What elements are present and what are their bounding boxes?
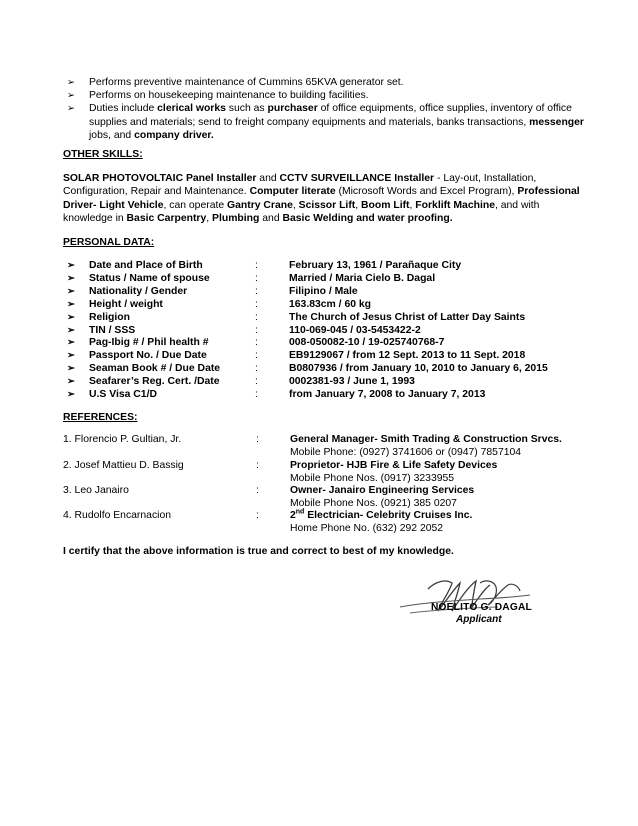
personal-data-value: February 13, 1961 / Parañaque City bbox=[289, 260, 462, 271]
reference-phone: Mobile Phone: (0927) 3741606 or (0947) 7857104 bbox=[290, 446, 522, 458]
skill-emphasis: Gantry Crane bbox=[227, 199, 293, 211]
personal-data-label: TIN / SSS bbox=[89, 324, 136, 336]
duty-text-emphasis: purchaser bbox=[267, 103, 318, 115]
skill-text: , bbox=[292, 199, 299, 211]
arrow-bullet-icon: ➢ bbox=[67, 103, 75, 115]
reference-phone: Home Phone No. (632) 292 2052 bbox=[290, 522, 444, 534]
skill-emphasis: CCTV SURVEILLANCE Installer bbox=[279, 173, 435, 184]
personal-data-colon: : bbox=[255, 311, 258, 323]
skill-text: - Lay-out, Installation, Configuration, Repair and Maintenance. bbox=[63, 173, 537, 198]
personal-data-colon: : bbox=[255, 350, 258, 362]
reference-title-ordinal: 2 bbox=[290, 510, 296, 521]
reference-name: 2. Josef Mattieu D. Bassig bbox=[63, 460, 184, 471]
other-skills-paragraph bbox=[63, 172, 583, 225]
arrow-bullet-icon: ➢ bbox=[67, 272, 75, 284]
references-heading: REFERENCES: bbox=[63, 412, 138, 423]
arrow-bullet-icon: ➢ bbox=[67, 311, 75, 323]
personal-data-label: Seafarer’s Reg. Cert. /Date bbox=[89, 376, 220, 388]
reference-name: 3. Leo Janairo bbox=[63, 485, 129, 496]
skill-emphasis: Basic Welding and water proofing. bbox=[282, 212, 453, 224]
duties-list bbox=[67, 76, 587, 142]
personal-data-value: from January 7, 2008 to January 7, 2013 bbox=[289, 389, 486, 400]
personal-data-colon: : bbox=[255, 389, 258, 400]
personal-data-label: Date and Place of Birth bbox=[89, 260, 203, 271]
reference-title: General Manager- Smith Trading & Construction Srvcs. bbox=[290, 434, 562, 445]
duty-item-3 bbox=[67, 102, 587, 142]
skill-text: , bbox=[409, 199, 416, 211]
arrow-bullet-icon: ➢ bbox=[67, 337, 75, 349]
reference-phone: Mobile Phone Nos. (0921) 385 0207 bbox=[290, 497, 457, 509]
reference-title: Owner- Janairo Engineering Services bbox=[290, 485, 475, 496]
personal-data-label: Status / Name of spouse bbox=[89, 272, 210, 284]
skill-text: and bbox=[259, 212, 283, 224]
reference-detail bbox=[290, 460, 497, 485]
skill-text: and bbox=[256, 173, 280, 184]
reference-name: 4. Rudolfo Encarnacion bbox=[63, 510, 172, 521]
reference-phone: Mobile Phone Nos. (0917) 3233955 bbox=[290, 472, 455, 484]
personal-data-colon: : bbox=[255, 337, 258, 349]
personal-data-value: Filipino / Male bbox=[289, 285, 358, 297]
personal-data-colon: : bbox=[255, 285, 258, 297]
duty-text-segment: such as bbox=[225, 103, 268, 115]
personal-data-value: 008-050082-10 / 19-025740768-7 bbox=[289, 337, 445, 349]
personal-data-value: EB9129067 / from 12 Sept. 2013 to 11 Sept. 2018 bbox=[289, 350, 526, 362]
skill-emphasis: SOLAR PHOTOVOLTAIC Panel Installer bbox=[63, 173, 257, 184]
reference-detail bbox=[290, 434, 562, 459]
personal-data-label: Religion bbox=[89, 311, 130, 323]
duty-text: Performs preventive maintenance of Cummins 65KVA generator set. bbox=[89, 77, 404, 88]
arrow-bullet-icon: ➢ bbox=[67, 77, 75, 88]
reference-colon: : bbox=[256, 460, 259, 471]
other-skills-heading: OTHER SKILLS: bbox=[63, 149, 143, 160]
personal-data-label: Seaman Book # / Due Date bbox=[89, 363, 221, 375]
duty-text: Performs on housekeeping maintenance to building facilities. bbox=[89, 90, 369, 102]
duty-text-segment: Duties include bbox=[89, 103, 158, 115]
arrow-bullet-icon: ➢ bbox=[67, 298, 75, 310]
personal-data-value: 110-069-045 / 03-5453422-2 bbox=[289, 324, 421, 336]
reference-detail bbox=[290, 485, 474, 510]
duty-text-emphasis: messenger bbox=[529, 116, 584, 128]
personal-data-label: Passport No. / Due Date bbox=[89, 350, 207, 362]
personal-data-colon: : bbox=[255, 298, 258, 310]
arrow-bullet-icon: ➢ bbox=[67, 285, 75, 297]
personal-data-colon: : bbox=[255, 376, 258, 388]
personal-data-heading: PERSONAL DATA: bbox=[63, 237, 155, 248]
personal-data-value: B0807936 / from January 10, 2010 to January 6, 2015 bbox=[289, 363, 548, 375]
personal-data-colon: : bbox=[255, 260, 258, 271]
personal-data-label: Height / weight bbox=[89, 298, 163, 310]
arrow-bullet-icon: ➢ bbox=[67, 260, 75, 271]
reference-title bbox=[290, 510, 472, 523]
reference-colon: : bbox=[256, 434, 259, 445]
skill-emphasis: Professional Driver- Light Vehicle bbox=[63, 186, 580, 211]
reference-name: 1. Florencio P. Gultian, Jr. bbox=[63, 434, 182, 445]
personal-data-colon: : bbox=[255, 272, 258, 284]
arrow-bullet-icon: ➢ bbox=[67, 350, 75, 362]
arrow-bullet-icon: ➢ bbox=[67, 324, 75, 336]
skill-text: , bbox=[355, 199, 362, 211]
personal-data-colon: : bbox=[255, 324, 258, 336]
skill-emphasis: Computer literate bbox=[249, 186, 336, 198]
personal-data-value: Married / Maria Cielo B. Dagal bbox=[289, 272, 436, 284]
personal-data-label: U.S Visa C1/D bbox=[89, 389, 157, 400]
personal-data-colon: : bbox=[255, 363, 258, 375]
signatory-name: NOELITO G. DAGAL bbox=[431, 602, 532, 613]
duty-text-segment: of office equipments, office supplies, inventory of office supplies and materials; send to freight company equipments and materials, banks transactions, bbox=[89, 103, 572, 128]
arrow-bullet-icon: ➢ bbox=[67, 376, 75, 388]
reference-colon: : bbox=[256, 485, 259, 496]
skill-text: , can operate bbox=[163, 199, 228, 211]
skill-emphasis: Forklift Machine bbox=[415, 199, 495, 211]
skill-text: , bbox=[206, 212, 213, 224]
personal-data-value: The Church of Jesus Christ of Latter Day Saints bbox=[289, 311, 526, 323]
duty-text-segment: jobs, and bbox=[89, 129, 135, 141]
personal-data-value: 163.83cm / 60 kg bbox=[289, 298, 372, 310]
skill-emphasis: Scissor Lift bbox=[298, 199, 356, 211]
arrow-bullet-icon: ➢ bbox=[67, 90, 75, 102]
reference-title: Proprietor- HJB Fire & Life Safety Devices bbox=[290, 460, 498, 471]
arrow-bullet-icon: ➢ bbox=[67, 389, 75, 400]
duty-text-emphasis: clerical works bbox=[157, 103, 226, 115]
personal-data-label: Pag-Ibig # / Phil health # bbox=[89, 337, 209, 349]
skill-text: , and with knowledge in bbox=[63, 199, 540, 224]
signatory-role: Applicant bbox=[456, 614, 502, 625]
reference-title-text: Electrician- Celebrity Cruises Inc. bbox=[304, 510, 473, 521]
duty-item-1 bbox=[67, 76, 587, 89]
certification-statement: I certify that the above information is true and correct to best of my knowledge. bbox=[63, 546, 454, 557]
skill-text: (Microsoft Words and Excel Program), bbox=[335, 186, 518, 198]
reference-colon: : bbox=[256, 510, 259, 521]
duty-item-2 bbox=[67, 89, 587, 102]
arrow-bullet-icon: ➢ bbox=[67, 363, 75, 375]
skill-emphasis: Basic Carpentry bbox=[126, 212, 207, 224]
duty-text-emphasis: company driver. bbox=[134, 129, 214, 141]
skill-emphasis: Plumbing bbox=[212, 212, 260, 224]
skill-emphasis: Boom Lift bbox=[361, 199, 410, 211]
reference-title-ordinal-suffix: nd bbox=[295, 508, 305, 516]
personal-data-value: 0002381-93 / June 1, 1993 bbox=[289, 376, 415, 388]
personal-data-label: Nationality / Gender bbox=[89, 285, 188, 297]
reference-detail bbox=[290, 510, 472, 535]
